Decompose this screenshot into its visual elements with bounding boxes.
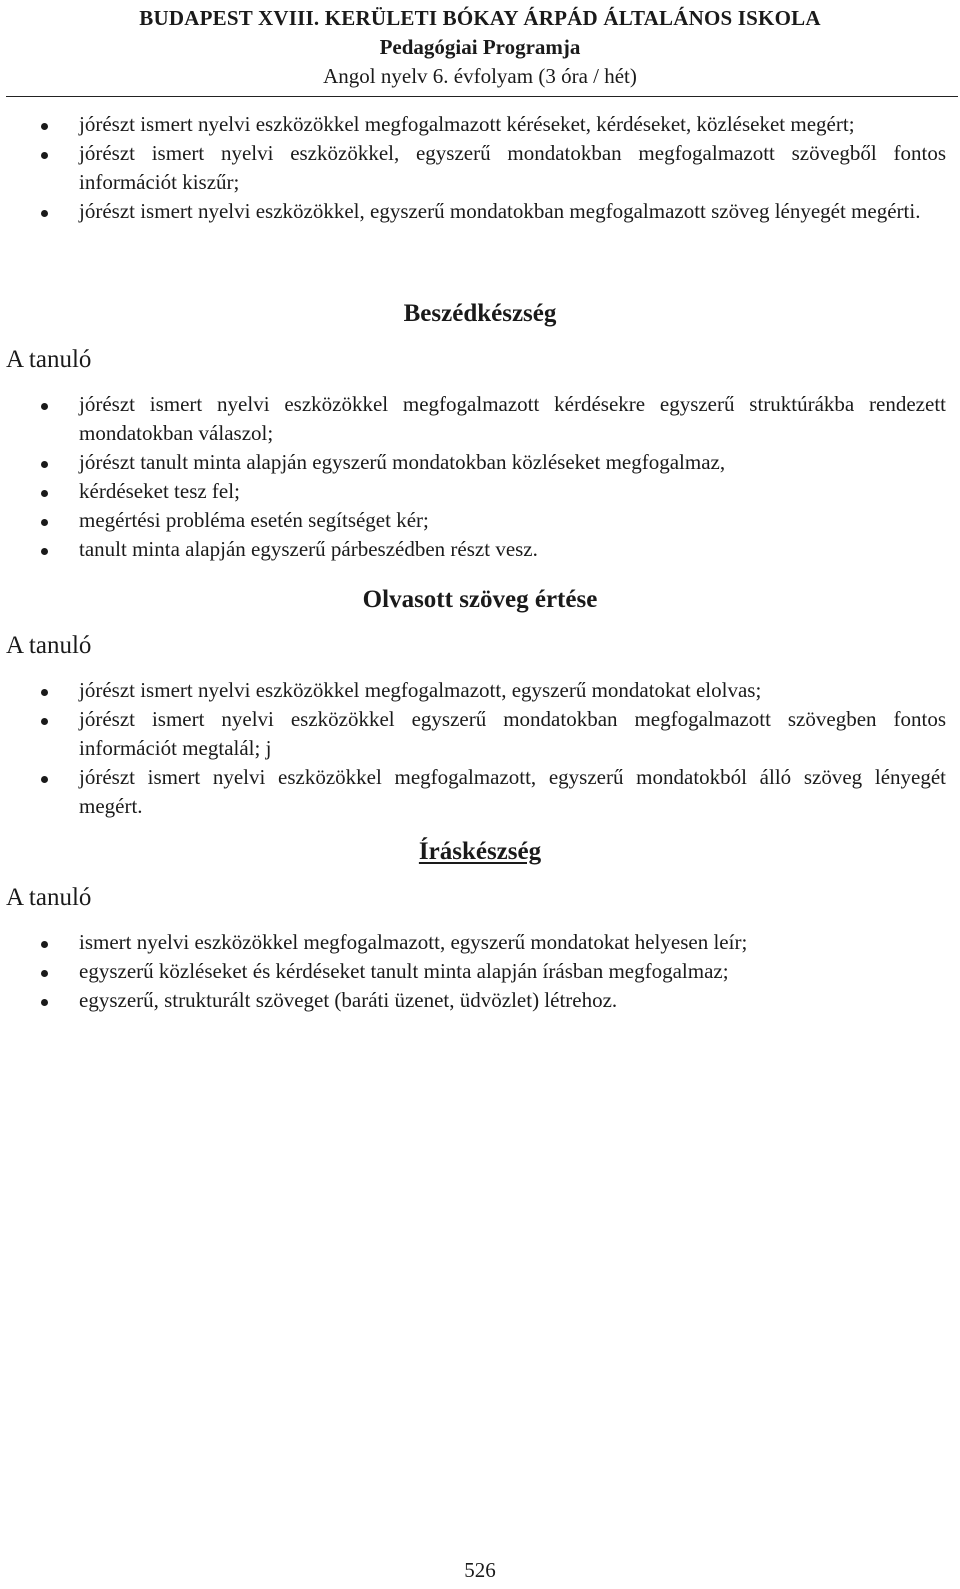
bullet-icon xyxy=(41,999,48,1006)
list-item: jórészt ismert nyelvi eszközökkel megfogalmazott kéréseket, kérdéseket, közléseket megért; xyxy=(0,110,960,139)
subject-label-reading: A tanuló xyxy=(6,632,92,659)
list-item: jórészt ismert nyelvi eszközökkel megfogalmazott, egyszerű mondatokat elolvas; xyxy=(0,676,960,705)
bullet-icon xyxy=(41,210,48,217)
subject-label-speaking: A tanuló xyxy=(6,346,92,373)
list-item: tanult minta alapján egyszerű párbeszédben részt vesz. xyxy=(0,535,960,564)
section-title-speaking: Beszédkészség xyxy=(403,300,557,327)
list-item: egyszerű közléseket és kérdéseket tanult minta alapján írásban megfogalmaz; xyxy=(0,957,960,986)
list-item: jórészt ismert nyelvi eszközökkel megfogalmazott kérdésekre egyszerű struktúrákba rendezett mondatokban válaszol; xyxy=(0,390,960,448)
speaking-section xyxy=(0,390,960,564)
list-item: jórészt ismert nyelvi eszközökkel, egyszerű mondatokban megfogalmazott szövegből fontos információt kiszűr; xyxy=(0,139,960,197)
bullet-icon xyxy=(41,718,48,725)
listening-list xyxy=(0,110,960,226)
listening-section xyxy=(0,110,960,226)
bullet-icon xyxy=(41,776,48,783)
writing-section xyxy=(0,928,960,1015)
page-header xyxy=(0,4,960,91)
reading-list xyxy=(0,676,960,821)
reading-section xyxy=(0,676,960,821)
list-item: jórészt ismert nyelvi eszközökkel, egyszerű mondatokban megfogalmazott szöveg lényegét megérti. xyxy=(0,197,960,226)
program-title: Pedagógiai Programja xyxy=(379,35,581,59)
speaking-list xyxy=(0,390,960,564)
page-number: 526 xyxy=(464,1558,496,1582)
bullet-icon xyxy=(41,941,48,948)
bullet-icon xyxy=(41,123,48,130)
bullet-icon xyxy=(41,689,48,696)
list-item: megértési probléma esetén segítséget kér; xyxy=(0,506,960,535)
writing-list xyxy=(0,928,960,1015)
section-title-reading: Olvasott szöveg értése xyxy=(362,586,598,613)
bullet-icon xyxy=(41,519,48,526)
list-item: jórészt ismert nyelvi eszközökkel megfogalmazott, egyszerű mondatokból álló szöveg lényegét megért. xyxy=(0,763,960,821)
header-divider xyxy=(6,96,958,97)
subject-line: Angol nyelv 6. évfolyam (3 óra / hét) xyxy=(323,64,637,88)
list-item: ismert nyelvi eszközökkel megfogalmazott, egyszerű mondatokat helyesen leír; xyxy=(0,928,960,957)
subject-label-writing: A tanuló xyxy=(6,884,92,911)
bullet-icon xyxy=(41,970,48,977)
list-item: jórészt ismert nyelvi eszközökkel egyszerű mondatokban megfogalmazott szövegben fontos információt megtalál; j xyxy=(0,705,960,763)
bullet-icon xyxy=(41,152,48,159)
list-item: kérdéseket tesz fel; xyxy=(0,477,960,506)
school-name: BUDAPEST XVIII. KERÜLETI BÓKAY ÁRPÁD ÁLTALÁNOS ISKOLA xyxy=(139,6,821,30)
bullet-icon xyxy=(41,461,48,468)
list-item: egyszerű, strukturált szöveget (baráti üzenet, üdvözlet) létrehoz. xyxy=(0,986,960,1015)
list-item: jórészt tanult minta alapján egyszerű mondatokban közléseket megfogalmaz, xyxy=(0,448,960,477)
bullet-icon xyxy=(41,490,48,497)
bullet-icon xyxy=(41,548,48,555)
section-title-writing: Íráskészség xyxy=(418,838,542,865)
bullet-icon xyxy=(41,403,48,410)
